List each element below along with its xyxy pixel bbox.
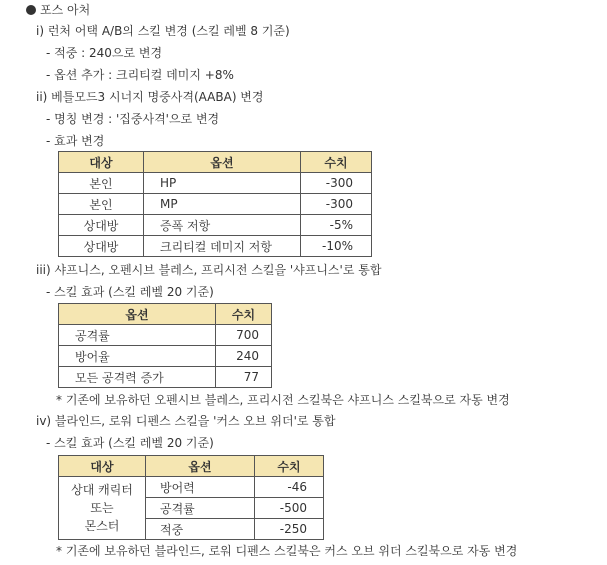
table-cell: 모든 공격력 증가 [59,367,216,388]
table-header: 대상 [59,152,144,173]
table-cell: 본인 [59,173,144,194]
table-header: 옵션 [146,456,255,477]
target-line: 몬스터 [84,519,120,533]
table-cell: 77 [216,367,272,388]
table-cell: MP [144,194,301,215]
table-cell: 적중 [146,519,255,540]
table-row [59,477,324,498]
bullet-icon [26,5,36,15]
table-cell: -500 [255,498,324,519]
table-cell: 본인 [59,194,144,215]
effect-table-1 [58,151,372,257]
table-cell: -46 [255,477,324,498]
table-cell: 700 [216,325,272,346]
target-line: 또는 [90,501,114,515]
item3-line-1: - 스킬 효과 (스킬 레벨 20 기준) [46,285,214,299]
table-cell: -5% [301,215,372,236]
item4-line-1: - 스킬 효과 (스킬 레벨 20 기준) [46,436,214,450]
table-row [59,346,272,367]
item1-line-2: - 옵션 추가 : 크리티컬 데미지 +8% [46,68,234,82]
target-cell [59,477,146,540]
table-cell: 방어율 [59,346,216,367]
table-cell: 공격률 [146,498,255,519]
table-cell: HP [144,173,301,194]
item2-line-2: - 효과 변경 [46,134,105,148]
table-cell: 상대방 [59,215,144,236]
table-cell: -10% [301,236,372,257]
effect-table-2 [58,303,272,388]
item2-line-1: - 명칭 변경 : '집중사격'으로 변경 [46,112,220,126]
item4-note: * 기존에 보유하던 블라인드, 로워 디펜스 스킬북은 커스 오브 위더 스킬북으로 자동 변경 [56,544,518,558]
effect-table-3 [58,455,324,540]
table-header-row [59,304,272,325]
table-row [59,194,372,215]
table-header: 옵션 [59,304,216,325]
table-header-row [59,456,324,477]
table-header: 옵션 [144,152,301,173]
table-cell: 방어력 [146,477,255,498]
table-cell: 증폭 저항 [144,215,301,236]
table-cell: -300 [301,173,372,194]
table-cell: 공격률 [59,325,216,346]
table-row [59,236,372,257]
table-header: 수치 [301,152,372,173]
table-header: 수치 [216,304,272,325]
item-heading-3: iii) 샤프니스, 오펜시브 블레스, 프리시전 스킬을 '샤프니스'로 통합 [36,263,382,277]
table-cell: -250 [255,519,324,540]
item-heading-1: i) 런처 어택 A/B의 스킬 변경 (스킬 레벨 8 기준) [36,24,290,38]
table-row [59,367,272,388]
table-cell: -300 [301,194,372,215]
table-cell: 240 [216,346,272,367]
item-heading-2: ii) 베틀모드3 시너지 명중사격(AABA) 변경 [36,90,264,104]
table-row [59,173,372,194]
item3-note: * 기존에 보유하던 오펜시브 블레스, 프리시전 스킬북은 샤프니스 스킬북으로 자동 변경 [56,393,510,407]
item-heading-4: iv) 블라인드, 로워 디펜스 스킬을 '커스 오브 위더'로 통합 [36,414,336,428]
table-row [59,215,372,236]
table-header-row [59,152,372,173]
section-title: 포스 아처 [26,2,90,18]
table-header: 수치 [255,456,324,477]
target-line: 상대 캐릭터 [71,483,133,497]
item1-line-1: - 적중 : 240으로 변경 [46,46,163,60]
table-row [59,325,272,346]
table-header: 대상 [59,456,146,477]
table-cell: 크리티컬 데미지 저항 [144,236,301,257]
table-cell: 상대방 [59,236,144,257]
